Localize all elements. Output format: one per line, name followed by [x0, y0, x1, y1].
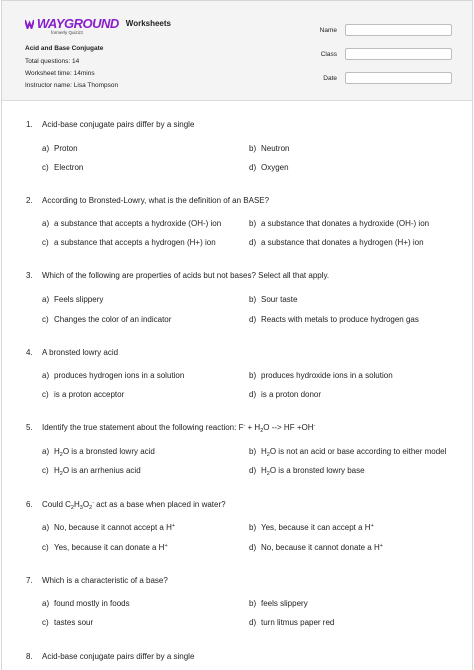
question-4: 4. A bronsted lowry acid — [26, 348, 119, 357]
question-2: 2. According to Bronsted-Lowry, what is the definition of an BASE? — [26, 196, 270, 205]
q5-option-a[interactable]: a) $H_2O$ is a bronsted lowry acid — [42, 447, 155, 458]
class-label: Class — [320, 51, 337, 58]
q2-option-c[interactable]: c) a substance that accepts a hydrogen (H+) ion — [42, 238, 216, 247]
question-6: 6. Could $C_2H_3O_2^-$ act as a base when placed in water? — [26, 500, 226, 511]
question-7: 7. Which is a characteristic of a base? — [26, 576, 168, 585]
q4-option-b[interactable]: b) produces hydroxide ions in a solution — [249, 371, 393, 380]
question-1: 1. Acid-base conjugate pairs differ by a single — [26, 120, 195, 129]
q6-option-c[interactable]: c) Yes, because it can donate a H+ — [42, 543, 168, 552]
question-8: 8. Acid-base conjugate pairs differ by a single — [26, 652, 195, 661]
q3-option-d[interactable]: d) Reacts with metals to produce hydrogen gas — [249, 315, 419, 324]
class-field[interactable] — [345, 48, 452, 60]
question-5: 5. Identify the true statement about the following reaction: $F^- + H_2O$ --> HF +OH- — [26, 423, 316, 434]
q3-option-a[interactable]: a) Feels slippery — [42, 295, 104, 304]
name-field[interactable] — [345, 24, 452, 36]
wayground-logo-icon — [25, 18, 119, 30]
q2-option-b[interactable]: b) a substance that donates a hydroxide (OH-) ion — [249, 219, 430, 228]
q3-option-b[interactable]: b) Sour taste — [249, 295, 298, 304]
worksheet-time: Worksheet time: 14mins — [25, 70, 95, 77]
q4-option-c[interactable]: c) is a proton acceptor — [42, 390, 125, 399]
q5-option-c[interactable]: c) $H_2O$ is an arrhenius acid — [42, 466, 141, 477]
q7-option-b[interactable]: b) feels slippery — [249, 599, 308, 608]
worksheet-title: Acid and Base Conjugate — [25, 45, 104, 52]
worksheet-header — [2, 1, 472, 101]
q1-option-b[interactable]: b) Neutron — [249, 144, 290, 153]
worksheet-page — [1, 0, 473, 670]
q5-option-d[interactable]: d) $H_2O$ is a bronsted lowry base — [249, 466, 365, 477]
worksheets-title: Worksheets — [125, 19, 171, 28]
question-3: 3. Which of the following are properties of acids but not bases? Select all that apply. — [26, 271, 330, 280]
name-label: Name — [319, 27, 337, 34]
q2-option-d[interactable]: d) a substance that donates a hydrogen (H+) ion — [249, 238, 424, 247]
q2-option-a[interactable]: a) a substance that accepts a hydroxide (OH-) ion — [42, 219, 222, 228]
q7-option-d[interactable]: d) turn litmus paper red — [249, 618, 335, 627]
date-field[interactable] — [345, 72, 452, 84]
q5-option-b[interactable]: b) $H_2O$ is not an acid or base according to either model — [249, 447, 447, 458]
q4-option-d[interactable]: d) is a proton donor — [249, 390, 322, 399]
q1-option-a[interactable]: a) Proton — [42, 144, 78, 153]
brand-logo — [25, 16, 171, 35]
q7-option-a[interactable]: a) found mostly in foods — [42, 599, 130, 608]
date-label: Date — [323, 75, 337, 82]
q1-option-c[interactable]: c) Electron — [42, 163, 84, 172]
q1-option-d[interactable]: d) Oxygen — [249, 163, 289, 172]
q6-option-d[interactable]: d) No, because it cannot donate a H+ — [249, 543, 383, 552]
brand-subtitle: formerly Quizizz — [51, 30, 84, 35]
q4-option-a[interactable]: a) produces hydrogen ions in a solution — [42, 371, 185, 380]
q6-option-a[interactable]: a) No, because it cannot accept a H+ — [42, 523, 176, 532]
q7-option-c[interactable]: c) tastes sour — [42, 618, 94, 627]
q3-option-c[interactable]: c) Changes the color of an indicator — [42, 315, 172, 324]
q6-option-b[interactable]: b) Yes, because it can accept a H+ — [249, 523, 374, 532]
brand-name: WAYGROUND — [36, 16, 119, 31]
total-questions: Total questions: 14 — [25, 58, 80, 65]
instructor-name: Instructor name: Lisa Thompson — [25, 82, 119, 89]
